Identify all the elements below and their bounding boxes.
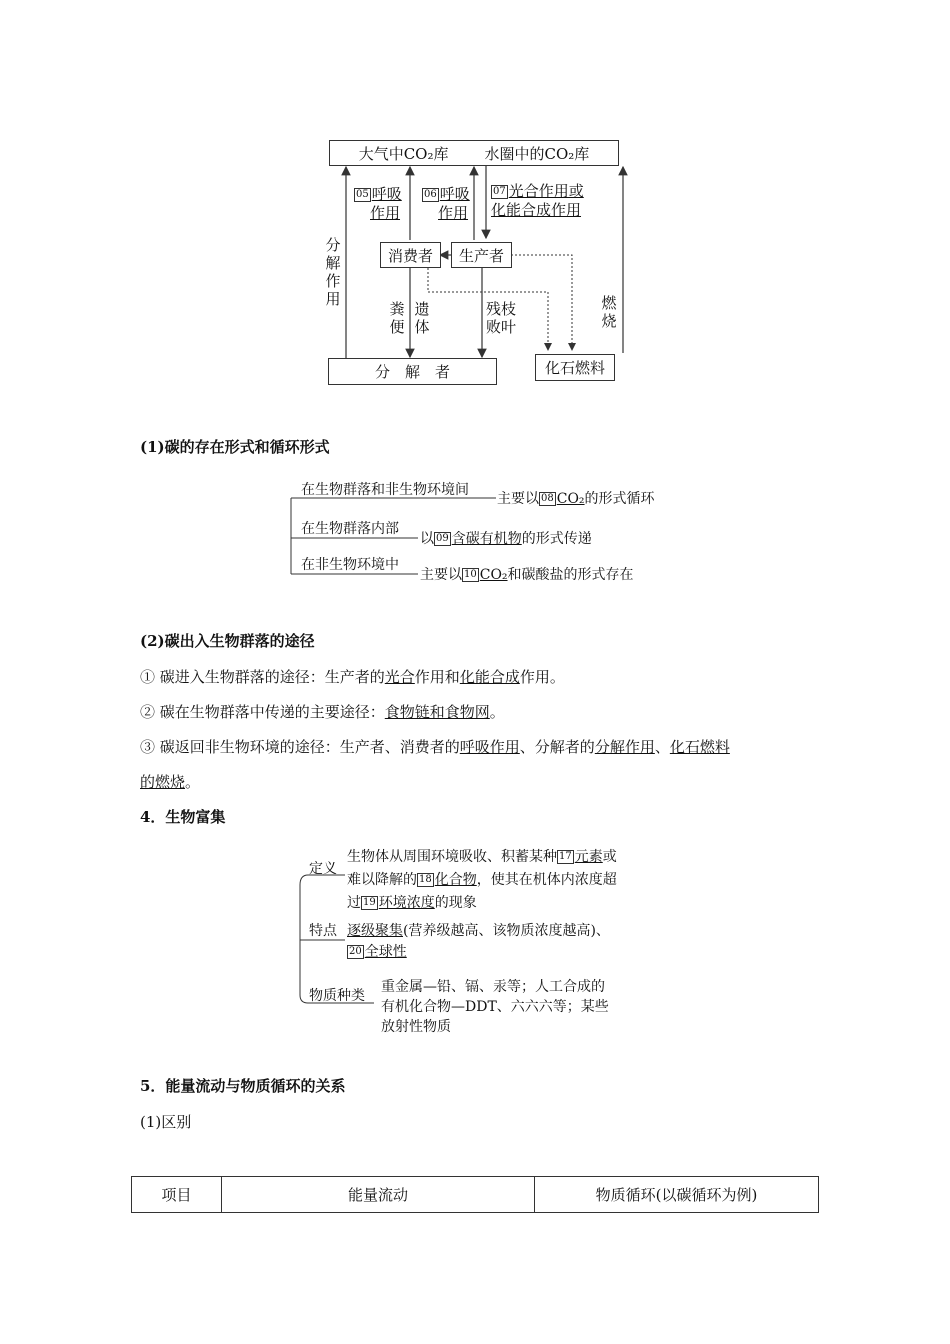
s1-row3-left: 在非生物环境中 <box>301 557 399 573</box>
producer-box: 生产者 <box>451 242 512 268</box>
s5-sub: (1)区别 <box>140 1113 192 1131</box>
decompose-action-label: 分 解 作 用 <box>325 236 341 308</box>
s4-kind-label: 物质种类 <box>309 988 365 1004</box>
table-header-matter: 物质循环(以碳循环为例) <box>535 1177 819 1213</box>
s1-heading: (1)碳的存在形式和循环形式 <box>140 438 330 456</box>
s2-line4: 的燃烧。 <box>140 773 201 791</box>
s4-feat-label: 特点 <box>309 923 337 939</box>
s4-kind-line3: 放射性物质 <box>381 1019 451 1035</box>
s4-def-line3: 过 19 环境浓度的现象 <box>347 895 477 911</box>
co2-pool-box <box>329 140 619 166</box>
photosynthesis-07-label: 07 光合作用或 化能合成作用 <box>491 182 584 219</box>
respiration-06-label: 06 呼吸 作用 <box>424 185 470 222</box>
s4-kind-line2: 有机化合物—DDT、六六六等；某些 <box>381 999 609 1015</box>
s2-line3: ③ 碳返回非生物环境的途径：生产者、消费者的呼吸作用、分解者的分解作用、化石燃料 <box>140 738 730 756</box>
s4-def-line2: 难以降解的 18 化合物，使其在机体内浓度超 <box>347 872 617 888</box>
s4-feat-line1: 逐级聚集(营养级越高、该物质浓度越高)、 <box>347 923 610 939</box>
s1-row1-left: 在生物群落和非生物环境间 <box>301 482 469 498</box>
s1-row2-right: 以 09 含碳有机物的形式传递 <box>420 531 592 547</box>
table-header-row <box>132 1177 819 1213</box>
diagram-arrows <box>0 0 950 400</box>
s2-line2: ② 碳在生物群落中传递的主要途径：食物链和食物网。 <box>140 703 505 721</box>
s2-heading: (2)碳出入生物群落的途径 <box>140 632 315 650</box>
fossil-fuel-box: 化石燃料 <box>535 354 615 381</box>
s4-def-line1: 生物体从周围环境吸收、积蓄某种 17 元素或 <box>347 849 617 865</box>
s4-kind-line1: 重金属—铅、镉、汞等；人工合成的 <box>381 979 605 995</box>
litter-label: 残枝 败叶 <box>486 300 517 336</box>
atmosphere-co2-label: 大气中CO₂库 <box>358 144 449 163</box>
table-header-energy: 能量流动 <box>222 1177 535 1213</box>
s1-row3-right: 主要以 10 CO₂和碳酸盐的形式存在 <box>420 567 634 583</box>
comparison-table <box>131 1176 819 1213</box>
s4-def-label: 定义 <box>309 861 337 877</box>
s2-line1: ① 碳进入生物群落的途径：生产者的光合作用和化能合成作用。 <box>140 668 565 686</box>
consumer-box: 消费者 <box>380 242 441 268</box>
remains-label: 遗 体 <box>414 300 430 336</box>
s1-row2-left: 在生物群落内部 <box>301 521 399 537</box>
water-co2-label: 水圈中的CO₂库 <box>484 144 590 163</box>
decomposer-box: 分 解 者 <box>328 358 497 385</box>
s1-row1-right: 主要以 08 CO₂的形式循环 <box>497 491 655 507</box>
feces-label: 粪 便 <box>389 300 405 336</box>
respiration-05-label: 05 呼吸 作用 <box>356 185 402 222</box>
table-header-item: 项目 <box>132 1177 222 1213</box>
burn-label: 燃 烧 <box>601 294 617 330</box>
s4-heading: 4．生物富集 <box>140 808 226 826</box>
s4-feat-line2: 20 全球性 <box>349 944 407 960</box>
s5-heading: 5．能量流动与物质循环的关系 <box>140 1077 346 1095</box>
